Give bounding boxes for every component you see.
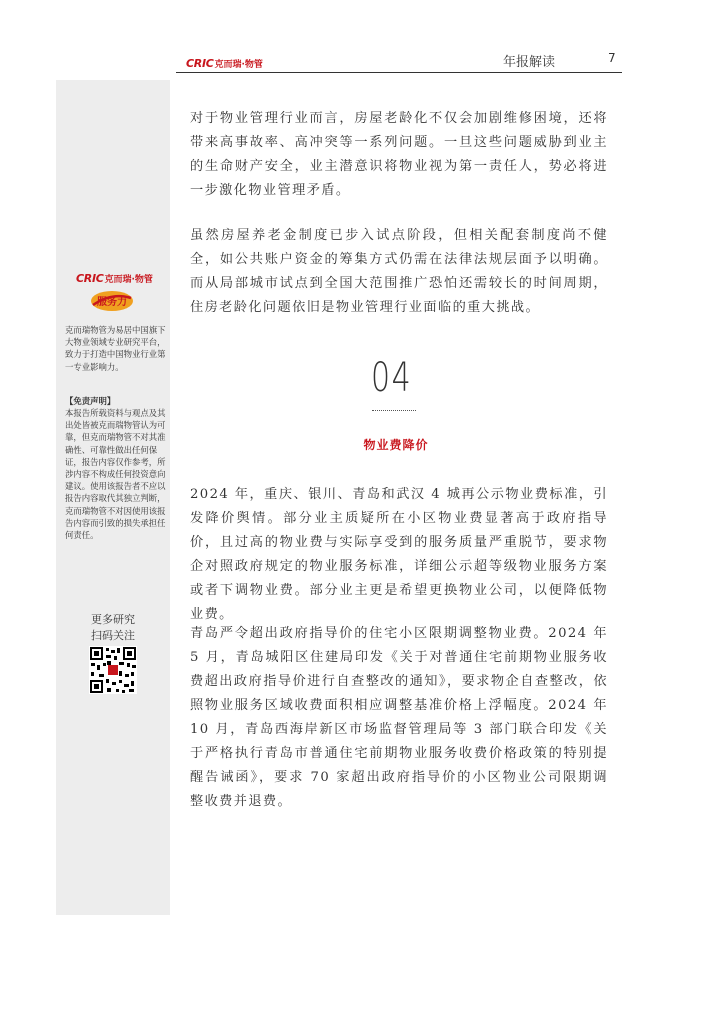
section-title: 物业费降价 — [363, 438, 429, 452]
header-title: 年报解读 — [503, 55, 556, 70]
disclaimer-text: 本报告所载资料与观点及其出处皆被克而瑞物管认为可靠，但克而瑞物管不对其准确性、可靠性做出任何保证，报告内容仅作参考，所涉内容不构成任何投资意向建议。使用该报告者不应以报告内容取代其独立判断，克而瑞物管不对因使用该报告内容而引致的损失承担任何责任。 — [65, 408, 166, 541]
paragraph-qingdao-policy: 青岛严令超出政府指导价的住宅小区限期调整物业费。2024 年 5 月，青岛城阳区住建局印发《关于对普通住宅前期物业服务收费超出政府指导价进行自查整改的通知》，要求物企自查整改，依照物业服务区域收费面积相应调整基准价格上浮幅度。2024 年 10 月，青岛西海岸新区市场监督管理局等 3 部门联合印发《关于严格执行青岛市普通住宅前期物业服务收费价格政策的特别提醒告诫函》，要求 70 家超出政府指导价的小区物业公司限期调整收费并退费。 — [190, 626, 608, 809]
sidebar — [56, 80, 170, 915]
service-badge-icon — [89, 290, 135, 312]
paragraph-pension-system: 虽然房屋养老金制度已步入试点阶段，但相关配套制度尚不健全，如公共账户资金的筹集方式仍需在法律法规层面予以明确。而从局部城市试点到全国大范围推广恐怕还需较长的时间周期，住房老龄化问题依旧是物业管理行业面临的重大挑战。 — [190, 228, 608, 315]
header-logo-text: CRIC — [186, 56, 214, 70]
badge-text: 服务力 — [97, 297, 127, 308]
paragraph-aging-impact: 对于物业管理行业而言，房屋老龄化不仅会加剧维修困境，还将带来高事故率、高冲突等一系列问题。一旦这些问题威胁到业主的生命财产安全，业主潜意识将物业视为第一责任人，势必将进一步激化物业管理矛盾。 — [190, 111, 608, 198]
header-divider — [176, 72, 622, 73]
sidebar-logo-sub: 克而瑞·物管 — [104, 275, 153, 285]
sidebar-logo — [76, 272, 153, 285]
paragraph-fee-standards: 2024 年，重庆、银川、青岛和武汉 4 城再公示物业费标准，引发降价舆情。部分业主质疑所在小区物业费显著高于政府指导价，且过高的物业费与实际享受到的服务质量严重脱节，要求物企对照政府规定的物业服务标准，详细公示超等级物业服务方案或者下调物业费。部分业主更是希望更换物业公司，以便降低物业费。 — [190, 487, 608, 622]
page-number: 7 — [608, 51, 616, 65]
sidebar-description: 克而瑞物管为易居中国旗下大物业领域专业研究平台，致力于打造中国物业行业第一专业影响力。 — [65, 325, 166, 372]
more-research-label: 更多研究 — [91, 613, 135, 626]
section-divider — [372, 410, 416, 411]
qr-code-icon[interactable] — [89, 646, 137, 694]
sidebar-logo-text: CRIC — [76, 272, 104, 285]
scan-follow-label: 扫码关注 — [91, 629, 135, 642]
header-logo — [186, 56, 263, 70]
disclaimer-heading: 【免责声明】 — [65, 396, 116, 406]
header-logo-sub: 克而瑞·物管 — [214, 59, 263, 70]
section-number: 04 — [371, 355, 413, 401]
follow-prompt — [56, 612, 170, 644]
